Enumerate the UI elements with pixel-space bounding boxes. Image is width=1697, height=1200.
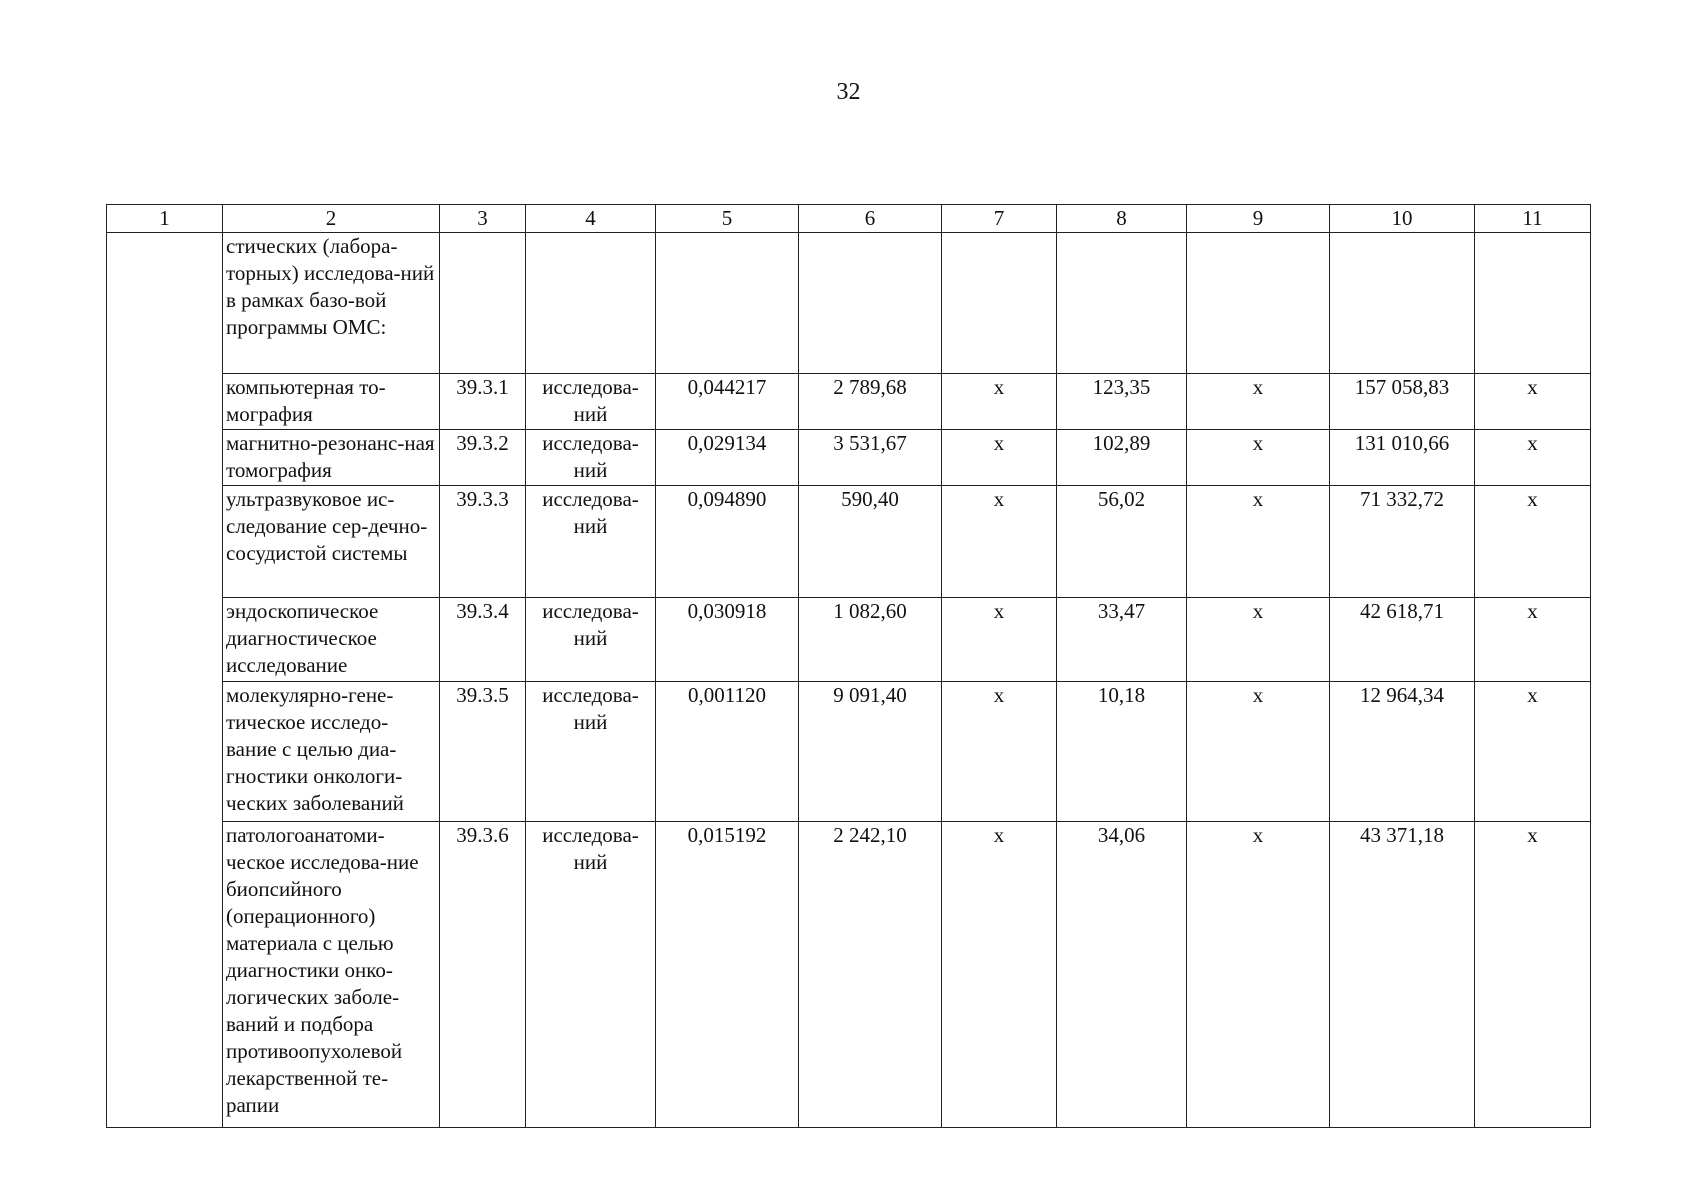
cell-col-5: 0,030918 [656,598,799,682]
row-code: 39.3.3 [440,486,526,598]
column-number: 7 [942,205,1057,233]
row-name: патологоанатоми-ческое исследова-ние биопсийного (операционного) материала с целью диагностики онко-логических заболе-ваний и подбора противоопухолевой лекарственной те-рапии [223,822,440,1128]
cell-col-10: 131 010,66 [1330,430,1475,486]
cell-col-6: 2 789,68 [799,374,942,430]
cell-col-10: 42 618,71 [1330,598,1475,682]
row-name: компьютерная то-мография [223,374,440,430]
column-number: 3 [440,205,526,233]
row-unit: исследова-ний [526,682,656,822]
cell-col-11: х [1475,430,1591,486]
column-number: 8 [1057,205,1187,233]
cell-col-6: 2 242,10 [799,822,942,1128]
cell-col-9: х [1187,598,1330,682]
table-row [107,598,1591,682]
cell-col-11: х [1475,486,1591,598]
row-unit: исследова-ний [526,486,656,598]
cell-col-5: 0,044217 [656,374,799,430]
row-name: ультразвуковое ис-следование сер-дечно-сосудистой системы [223,486,440,598]
cell-col-10: 43 371,18 [1330,822,1475,1128]
cell-col-11: х [1475,682,1591,822]
column-number: 11 [1475,205,1591,233]
row-code: 39.3.1 [440,374,526,430]
column-number: 2 [223,205,440,233]
column-number: 6 [799,205,942,233]
page-number: 32 [836,79,861,105]
cell-col-7: х [942,682,1057,822]
row-name: эндоскопическое диагностическое исследование [223,598,440,682]
table-row [107,430,1591,486]
cell-col-10: 157 058,83 [1330,374,1475,430]
cell-col-11: х [1475,374,1591,430]
row-code: 39.3.4 [440,598,526,682]
row-name: молекулярно-гене-тическое исследо-вание с целью диа-гностики онкологи-ческих заболеваний [223,682,440,822]
cell-col-11: х [1475,822,1591,1128]
column-number: 9 [1187,205,1330,233]
first-column-cell [107,233,223,1128]
cell-col-9: х [1187,682,1330,822]
cell-col-11: х [1475,598,1591,682]
cell-col-5: 0,015192 [656,822,799,1128]
cell-col-6: 590,40 [799,486,942,598]
column-number: 5 [656,205,799,233]
tariff-table [106,204,1591,1128]
table-row [107,233,1591,374]
row-name: стических (лабора-торных) исследова-ний в рамках базо-вой программы ОМС: [223,233,440,374]
cell-col-8: 34,06 [1057,822,1187,1128]
table-row [107,486,1591,598]
cell-col-7: х [942,374,1057,430]
column-number: 10 [1330,205,1475,233]
table-row [107,822,1591,1128]
cell-col-6: 9 091,40 [799,682,942,822]
cell-col-8: 10,18 [1057,682,1187,822]
cell-col-6: 1 082,60 [799,598,942,682]
column-number: 1 [107,205,223,233]
cell-col-8: 102,89 [1057,430,1187,486]
row-unit: исследова-ний [526,822,656,1128]
row-unit: исследова-ний [526,430,656,486]
cell-col-8: 56,02 [1057,486,1187,598]
cell-col-9: х [1187,430,1330,486]
cell-col-5: 0,029134 [656,430,799,486]
column-number: 4 [526,205,656,233]
cell-col-6: 3 531,67 [799,430,942,486]
cell-col-8: 123,35 [1057,374,1187,430]
row-code: 39.3.5 [440,682,526,822]
cell-col-10: 71 332,72 [1330,486,1475,598]
row-code: 39.3.2 [440,430,526,486]
cell-col-7: х [942,598,1057,682]
cell-col-7: х [942,486,1057,598]
cell-col-9: х [1187,374,1330,430]
cell-col-10: 12 964,34 [1330,682,1475,822]
cell-col-7: х [942,430,1057,486]
cell-col-9: х [1187,822,1330,1128]
row-unit: исследова-ний [526,374,656,430]
table-row [107,682,1591,822]
cell-col-5: 0,094890 [656,486,799,598]
column-number-row [107,205,1591,233]
cell-col-5: 0,001120 [656,682,799,822]
cell-col-8: 33,47 [1057,598,1187,682]
cell-col-7: х [942,822,1057,1128]
row-code: 39.3.6 [440,822,526,1128]
cell-col-9: х [1187,486,1330,598]
row-name: магнитно-резонанс-ная томография [223,430,440,486]
row-unit: исследова-ний [526,598,656,682]
table-row [107,374,1591,430]
